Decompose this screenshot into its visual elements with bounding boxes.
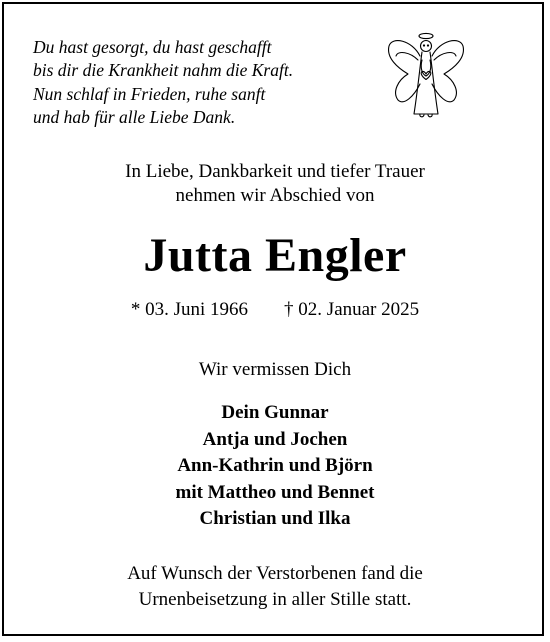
family-member: Dein Gunnar xyxy=(221,402,329,423)
poem-line: Du hast gesorgt, du hast geschafft xyxy=(33,37,272,57)
life-dates xyxy=(0,297,550,323)
deceased-name: Jutta Engler xyxy=(143,229,407,282)
poem-line: und hab für alle Liebe Dank. xyxy=(33,106,236,127)
closing-text xyxy=(0,561,550,613)
intro-text xyxy=(0,160,550,208)
family-member: Antja und Jochen xyxy=(202,428,348,450)
family-member: mit Mattheo und Bennet xyxy=(175,481,375,503)
family-list xyxy=(0,400,550,533)
miss-text: Wir vermissen Dich xyxy=(198,359,352,380)
closing-line: Auf Wunsch der Verstorbenen fand die xyxy=(127,563,423,584)
intro-line: nehmen wir Abschied von xyxy=(175,185,375,206)
family-member: Ann-Kathrin und Björn xyxy=(177,455,373,477)
angel-icon xyxy=(384,30,468,120)
poem xyxy=(33,36,363,129)
intro-line: In Liebe, Dankbarkeit und tiefer Trauer xyxy=(125,161,425,182)
death-date: † 02. Januar 2025 xyxy=(284,299,420,320)
poem-line: bis dir die Krankheit nahm die Kraft. xyxy=(33,60,294,81)
closing-line: Urnenbeisetzung in aller Stille statt. xyxy=(138,589,412,610)
birth-date: * 03. Juni 1966 xyxy=(130,299,249,320)
family-member: Christian und Ilka xyxy=(199,508,351,530)
poem-line: Nun schlaf in Frieden, ruhe sanft xyxy=(33,83,266,104)
